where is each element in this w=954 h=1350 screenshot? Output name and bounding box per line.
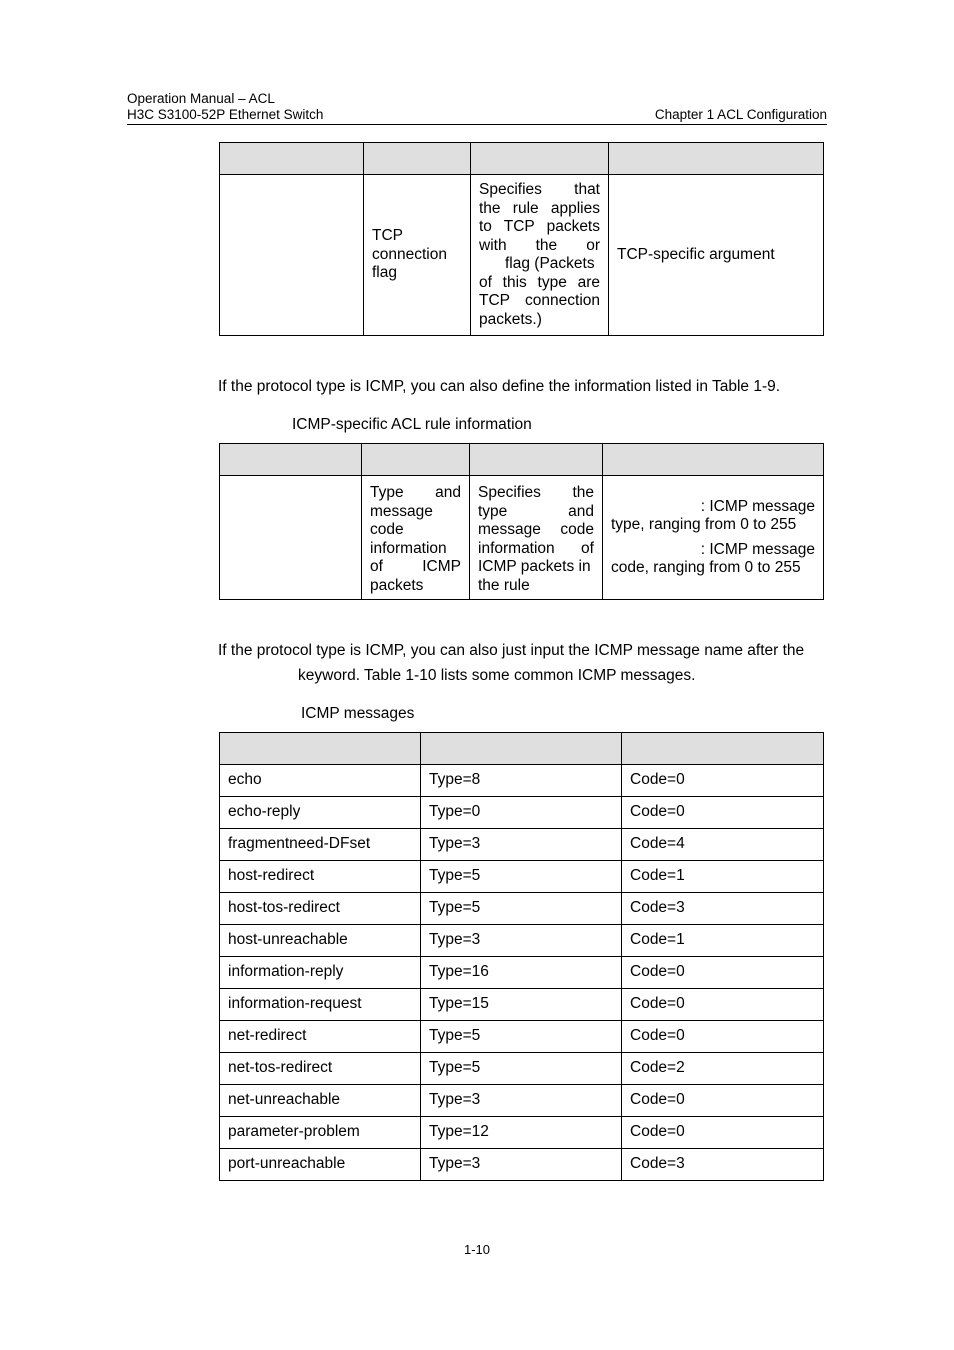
message-name-cell: information-request [220, 989, 421, 1021]
type-cell: Type=3 [421, 1149, 622, 1181]
message-name-cell: host-tos-redirect [220, 893, 421, 925]
message-name-cell: net-tos-redirect [220, 1053, 421, 1085]
message-name-cell: information-reply [220, 957, 421, 989]
code-cell: Code=3 [622, 893, 824, 925]
type-cell: Type=3 [421, 829, 622, 861]
table-header-row [220, 143, 824, 175]
table-row [220, 925, 824, 957]
type-cell: Type=5 [421, 1021, 622, 1053]
type-cell: Type=5 [421, 1053, 622, 1085]
type-cell: Type=5 [421, 893, 622, 925]
table-row [220, 893, 824, 925]
header-chapter: Chapter 1 ACL Configuration [654, 107, 827, 122]
header-rule [127, 124, 827, 125]
icmp-type-code-cell: Type and message code information of ICMP packets [362, 476, 470, 600]
icmp-rule-info-table [219, 443, 824, 600]
table-row [220, 829, 824, 861]
icmp-remark-cell: : ICMP message type, ranging from 0 to 255 : ICMP message code, ranging from 0 to 255 [603, 476, 824, 600]
message-name-cell: echo-reply [220, 797, 421, 829]
type-cell: Type=8 [421, 765, 622, 797]
type-cell: Type=0 [421, 797, 622, 829]
code-cell: Code=0 [622, 797, 824, 829]
table-row [220, 1053, 824, 1085]
type-cell: Type=5 [421, 861, 622, 893]
code-cell: Code=1 [622, 925, 824, 957]
table-row [220, 861, 824, 893]
table-header-row [220, 733, 824, 765]
code-cell: Code=3 [622, 1149, 824, 1181]
header-manual-title: Operation Manual – ACL [127, 91, 275, 106]
type-cell: Type=3 [421, 1085, 622, 1117]
message-name-cell: fragmentneed-DFset [220, 829, 421, 861]
page-number: 1-10 [463, 1242, 491, 1257]
table-row [220, 989, 824, 1021]
table-row [220, 1021, 824, 1053]
header-product-name: H3C S3100-52P Ethernet Switch [127, 107, 324, 122]
table-row [220, 765, 824, 797]
table-row [220, 1117, 824, 1149]
code-cell: Code=0 [622, 1021, 824, 1053]
message-name-cell: echo [220, 765, 421, 797]
message-name-cell: host-redirect [220, 861, 421, 893]
table-row [220, 957, 824, 989]
type-cell: Type=15 [421, 989, 622, 1021]
code-cell: Code=0 [622, 765, 824, 797]
icmp-description-cell: Specifies the type and message code information of ICMP packets in the rule [470, 476, 603, 600]
table-row [220, 476, 824, 600]
message-name-cell: net-redirect [220, 1021, 421, 1053]
message-name-cell: parameter-problem [220, 1117, 421, 1149]
icmp-messages-table [219, 732, 824, 1181]
type-cell: Type=12 [421, 1117, 622, 1149]
tcp-flag-name-cell: TCP connection flag [364, 175, 471, 336]
code-cell: Code=0 [622, 957, 824, 989]
table-row [220, 1149, 824, 1181]
message-name-cell: host-unreachable [220, 925, 421, 957]
paragraph-icmp-name-line1: If the protocol type is ICMP, you can also just input the ICMP message name after the [218, 642, 805, 659]
code-cell: Code=4 [622, 829, 824, 861]
table-row [220, 1085, 824, 1117]
table-row [220, 175, 824, 336]
icmp-messages-body [220, 765, 824, 1181]
message-name-cell: port-unreachable [220, 1149, 421, 1181]
code-cell: Code=0 [622, 1085, 824, 1117]
table-caption-icmp-rule: ICMP-specific ACL rule information [292, 416, 532, 433]
type-cell: Type=3 [421, 925, 622, 957]
message-name-cell: net-unreachable [220, 1085, 421, 1117]
paragraph-icmp-info: If the protocol type is ICMP, you can also define the information listed in Table 1-9. [218, 378, 781, 395]
tcp-flag-description-cell: Specifies that the rule applies to TCP packets with the or flag (Packets of this type are TCP connection packets.) [471, 175, 609, 336]
type-cell: Type=16 [421, 957, 622, 989]
table-caption-icmp-messages: ICMP messages [301, 705, 415, 722]
code-cell: Code=1 [622, 861, 824, 893]
code-cell: Code=2 [622, 1053, 824, 1085]
tcp-flag-table [219, 142, 824, 336]
paragraph-icmp-name-line2: keyword. Table 1-10 lists some common ICMP messages. [298, 667, 696, 684]
code-cell: Code=0 [622, 989, 824, 1021]
tcp-flag-remark-cell: TCP-specific argument [609, 175, 824, 336]
table-header-row [220, 444, 824, 476]
code-cell: Code=0 [622, 1117, 824, 1149]
table-row [220, 797, 824, 829]
